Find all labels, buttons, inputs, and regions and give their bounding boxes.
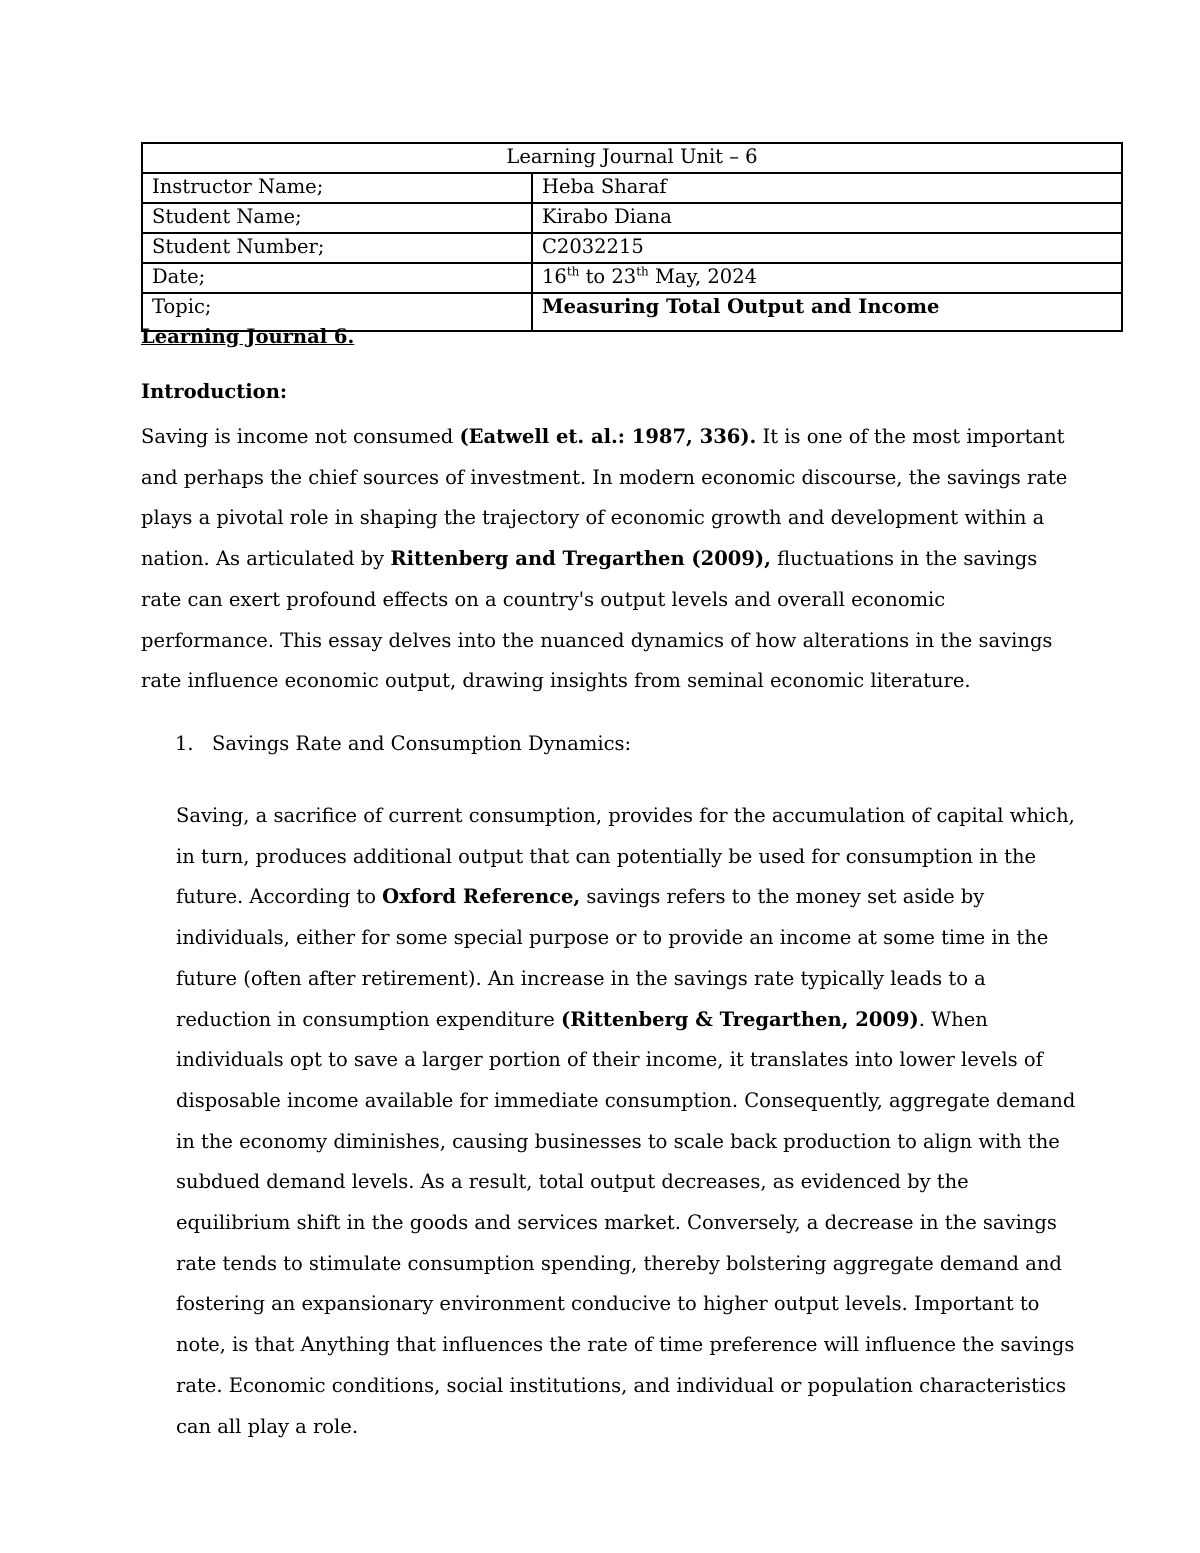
date-end-sup: th [636,264,649,279]
header-row-student-number [142,233,1122,263]
date-start-sup: th [566,264,580,279]
paragraph-text: It is one of the most important and perhaps the chief sources of investment. In modern economic discourse, the savings rate plays a pivotal role in shaping the trajectory of economic growth and development within a nation. As articulated by [141,425,1068,571]
citation-text: Rittenberg and Tregarthen (2009), [390,547,771,571]
paragraph-text: savings refers to the money set aside by individuals, either for some special purpose or to provide an income at some time in the future (often after retirement). An increase in the savings rate typically leads to a reduction in consumption expenditure [176,885,1049,1031]
header-row-student-name [142,203,1122,233]
header-table [141,142,1123,332]
instructor-label: Instructor Name; [142,173,532,203]
introduction-paragraph [141,417,1081,702]
header-title: Learning Journal Unit – 6 [142,143,1122,173]
introduction-text [141,417,1081,702]
header-title-row [142,143,1122,173]
topic-value: Measuring Total Output and Income [532,293,1122,331]
header-row-date [142,263,1122,293]
section-1-paragraph [176,796,1081,1447]
introduction-heading: Introduction: [141,380,288,403]
student-name-value: Kirabo Diana [532,203,1122,233]
student-number-label: Student Number; [142,233,532,263]
date-value [532,263,1122,293]
citation-text: (Rittenberg & Tregarthen, 2009) [561,1007,919,1031]
date-to: to [579,265,612,288]
header-row-instructor [142,173,1122,203]
date-label: Date; [142,263,532,293]
topic-label: Topic; [142,293,532,331]
section-1-title: Savings Rate and Consumption Dynamics: [212,732,632,755]
date-end-num: 23 [611,265,637,288]
citation-text: Oxford Reference, [382,885,581,909]
section-1-number: 1. [175,732,194,755]
journal-heading: Learning Journal 6. [141,325,355,348]
student-name-label: Student Name; [142,203,532,233]
section-1-text [176,796,1081,1447]
section-1-heading [175,731,631,757]
instructor-value: Heba Sharaf [532,173,1122,203]
paragraph-text: Saving is income not consumed [141,425,460,448]
paragraph-text: Saving, a sacrifice of current consumption, provides for the accumulation of capital which, in turn, produces additional output that can potentially be used for consumption in the future. According to [176,804,1075,909]
citation-text: (Eatwell et. al.: 1987, 336). [459,425,757,448]
paragraph-text: . When individuals opt to save a larger portion of their income, it translates into lower levels of disposable income available for immediate consumption. Consequently, aggregate demand in the economy diminishes, causing businesses to scale back production to align with the subdued demand levels. As a result, total output decreases, as evidenced by the equilibrium shift in the goods and services market. Conversely, a decrease in the savings rate tends to stimulate consumption spending, thereby bolstering aggregate demand and fostering an expansionary environment conducive to higher output levels. Important to note, is that Anything that influences the rate of time preference will influence the savings rate. Economic conditions, social institutions, and individual or population characteristics can all play a role. [176,1007,1076,1438]
student-number-value: C2032215 [532,233,1122,263]
date-rest: May, 2024 [648,265,758,288]
paragraph-text: fluctuations in the savings rate can exert profound effects on a country's output levels and overall economic performance. This essay delves into the nuanced dynamics of how alterations in the savings rate influence economic output, drawing insights from seminal economic literature. [141,547,1053,693]
date-start-num: 16 [542,265,567,288]
